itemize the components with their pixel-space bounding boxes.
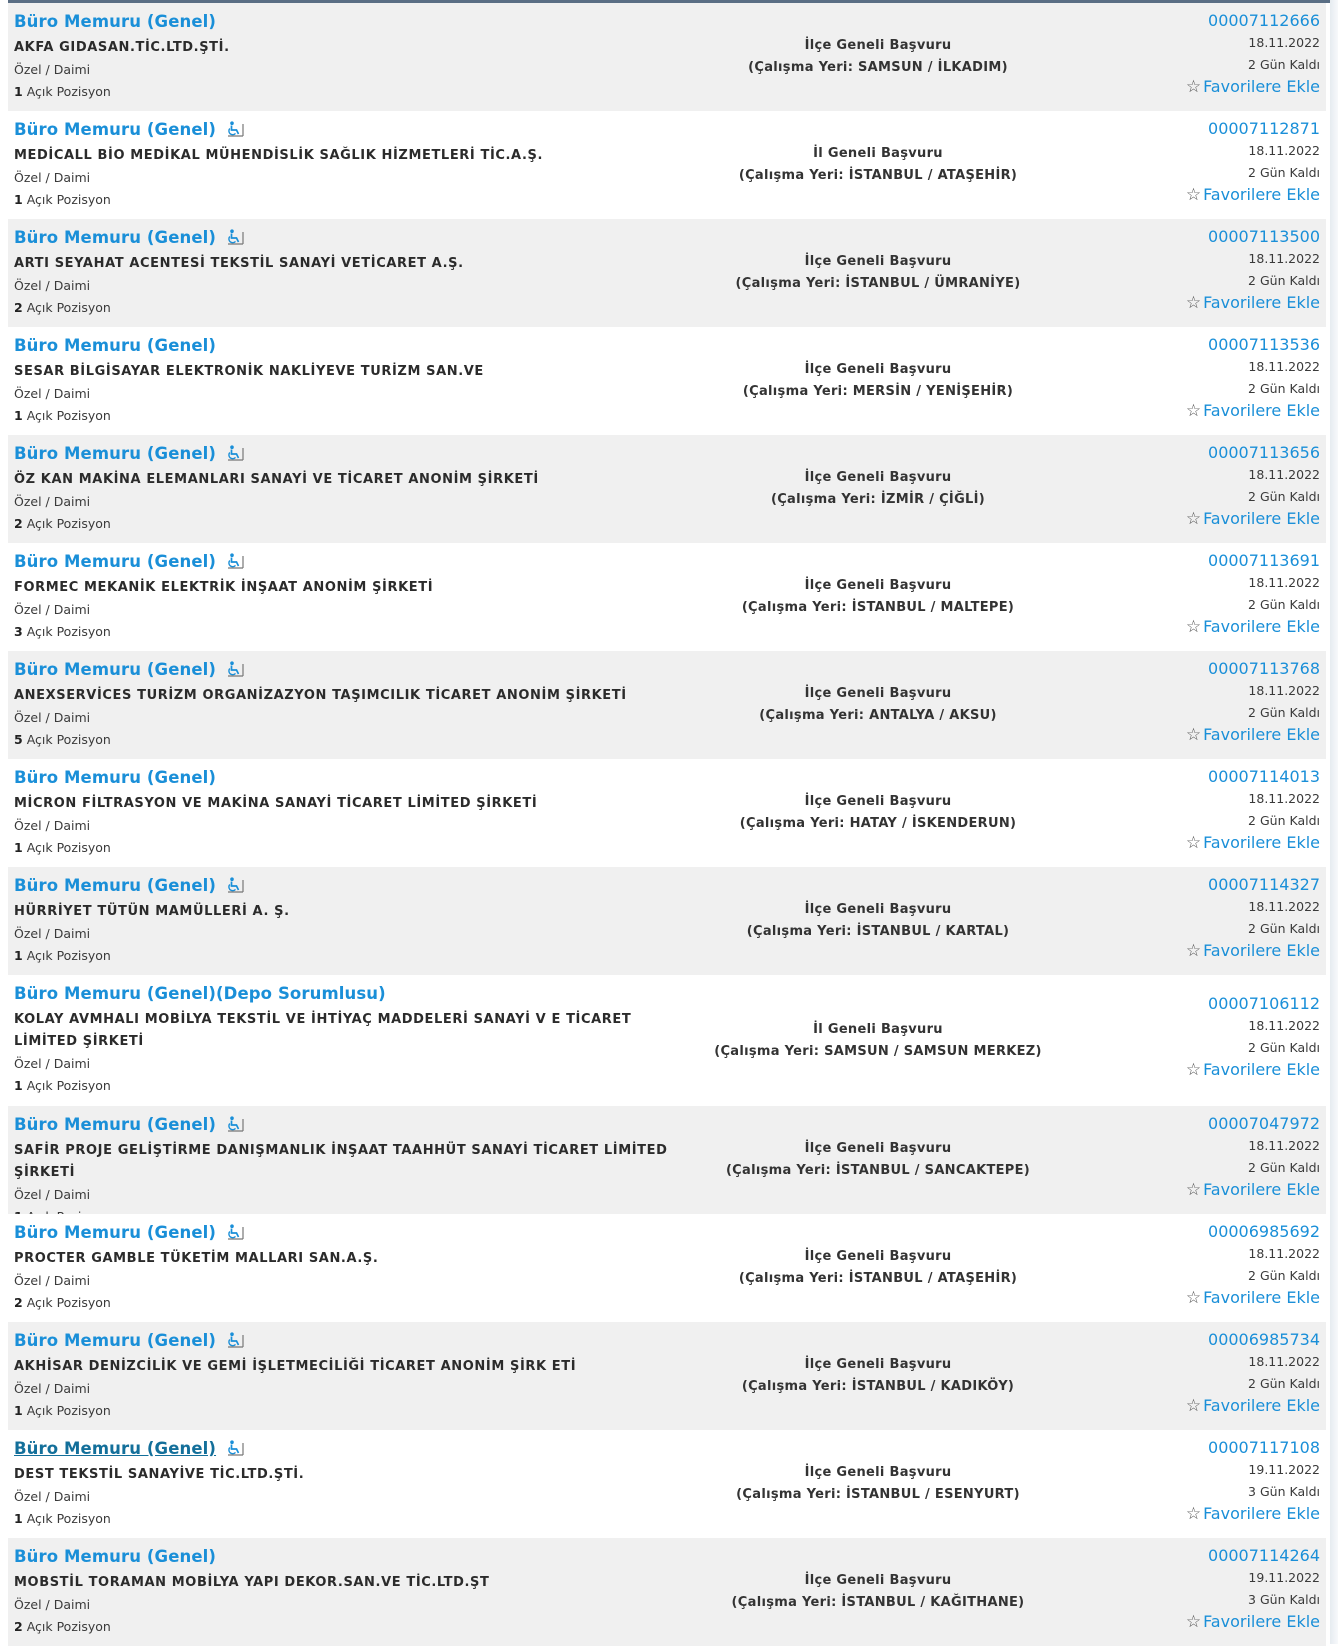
listing-info	[14, 1222, 674, 1314]
star-outline-icon: ☆	[1185, 941, 1202, 961]
days-remaining: 2 Gün Kaldı	[1248, 813, 1320, 828]
add-favorite-label: Favorilere Ekle	[1203, 833, 1320, 852]
job-title-link[interactable]: Büro Memuru (Genel)	[14, 12, 217, 31]
scope-label: İlçe Geneli Başvuru	[804, 1573, 952, 1588]
company-name: AKHİSAR DENİZCİLİK VE GEMİ İŞLETMECİLİĞİ TİCARET ANONİM ŞİRK ETİ	[14, 1359, 577, 1374]
scope-label: İlçe Geneli Başvuru	[804, 362, 952, 377]
listing-number-link[interactable]: 00007114013	[1208, 767, 1320, 786]
work-location: (Çalışma Yeri: SAMSUN / SAMSUN MERKEZ)	[714, 1043, 1042, 1059]
star-outline-icon: ☆	[1185, 509, 1202, 529]
listing-number-link[interactable]: 00007113768	[1208, 659, 1320, 678]
listing-number-link[interactable]: 00007112871	[1208, 119, 1320, 138]
star-outline-icon: ☆	[1185, 1396, 1202, 1416]
application-scope	[668, 899, 1088, 943]
add-favorite-label: Favorilere Ekle	[1203, 941, 1320, 960]
add-favorite-label: Favorilere Ekle	[1203, 1060, 1320, 1079]
application-scope	[668, 35, 1088, 79]
open-positions-label: Açık Pozisyon	[26, 1619, 111, 1634]
deadline-date: 18.11.2022	[1248, 1138, 1320, 1153]
application-scope	[668, 683, 1088, 727]
star-outline-icon: ☆	[1185, 1288, 1202, 1308]
listing-info	[14, 1114, 674, 1228]
application-scope	[668, 1570, 1088, 1614]
company-name: FORMEC MEKANİK ELEKTRİK İNŞAAT ANONİM ŞİRKETİ	[14, 580, 434, 595]
add-favorite-button[interactable]	[1100, 1503, 1320, 1525]
company-name: MOBSTİL TORAMAN MOBİLYA YAPI DEKOR.SAN.VE TİC.LTD.ŞT	[14, 1575, 490, 1590]
open-positions-count: 1	[14, 84, 23, 99]
star-outline-icon: ☆	[1185, 1060, 1202, 1080]
work-location: (Çalışma Yeri: İSTANBUL / KAĞITHANE)	[731, 1595, 1025, 1610]
job-title-link[interactable]: Büro Memuru (Genel)	[14, 1115, 217, 1134]
open-positions-count: 3	[14, 624, 23, 639]
deadline-date: 18.11.2022	[1248, 359, 1320, 374]
add-favorite-label: Favorilere Ekle	[1203, 1612, 1320, 1631]
add-favorite-button[interactable]	[1100, 832, 1320, 854]
days-remaining: 2 Gün Kaldı	[1248, 489, 1320, 504]
job-title-link[interactable]: Büro Memuru (Genel)	[14, 336, 217, 355]
deadline-date: 18.11.2022	[1248, 683, 1320, 698]
employment-type: Özel / Daimi	[14, 1056, 91, 1071]
application-scope	[668, 1138, 1088, 1182]
open-positions	[14, 513, 674, 535]
job-listing-list	[8, 3, 1326, 1646]
open-positions-count: 1	[14, 1078, 23, 1093]
open-positions-label: Açık Pozisyon	[26, 516, 111, 531]
deadline-date: 18.11.2022	[1248, 143, 1320, 158]
open-positions-label: Açık Pozisyon	[26, 1403, 111, 1418]
job-listing-row	[8, 975, 1326, 1106]
company-name: ANEXSERVİCES TURİZM ORGANİZAZYON TAŞIMCILIK TİCARET ANONİM ŞİRKETİ	[14, 688, 627, 703]
work-location: (Çalışma Yeri: İSTANBUL / ATAŞEHİR)	[738, 168, 1018, 183]
listing-number-link[interactable]: 00007113500	[1208, 227, 1320, 246]
listing-number-link[interactable]: 00007114264	[1208, 1546, 1320, 1565]
company-name: AKFA GIDASAN.TİC.LTD.ŞTİ.	[14, 40, 230, 55]
work-location: (Çalışma Yeri: İSTANBUL / MALTEPE)	[741, 600, 1015, 615]
listing-meta	[1100, 1221, 1320, 1309]
scope-label: İlçe Geneli Başvuru	[804, 686, 952, 701]
employment-type: Özel / Daimi	[14, 710, 91, 725]
work-location: (Çalışma Yeri: İSTANBUL / SANCAKTEPE)	[725, 1163, 1031, 1178]
job-title-link[interactable]: Büro Memuru (Genel)	[14, 1331, 217, 1350]
open-positions-count: 1	[14, 192, 23, 207]
days-remaining: 2 Gün Kaldı	[1248, 1268, 1320, 1283]
wheelchair-icon	[226, 445, 244, 461]
wheelchair-icon	[226, 121, 244, 137]
job-listing-row	[8, 1430, 1326, 1538]
job-title-link[interactable]: Büro Memuru (Genel)	[14, 876, 217, 895]
open-positions-count: 1	[14, 948, 23, 963]
listing-info	[14, 443, 674, 535]
deadline-date: 19.11.2022	[1248, 1462, 1320, 1477]
company-name: PROCTER GAMBLE TÜKETİM MALLARI SAN.A.Ş.	[14, 1251, 379, 1266]
deadline-date: 18.11.2022	[1248, 467, 1320, 482]
application-scope	[668, 467, 1088, 511]
application-scope	[668, 1354, 1088, 1398]
days-remaining: 2 Gün Kaldı	[1248, 57, 1320, 72]
add-favorite-button[interactable]	[1100, 616, 1320, 638]
deadline-date: 18.11.2022	[1248, 251, 1320, 266]
page-right-edge	[1330, 0, 1338, 1644]
scope-label: İlçe Geneli Başvuru	[804, 902, 952, 917]
scope-label: İl Geneli Başvuru	[813, 1021, 943, 1037]
application-scope	[668, 359, 1088, 403]
listing-number-link[interactable]: 00007047972	[1208, 1114, 1320, 1133]
open-positions-label: Açık Pozisyon	[26, 948, 111, 963]
job-listing-row	[8, 867, 1326, 975]
add-favorite-label: Favorilere Ekle	[1203, 185, 1320, 204]
listing-info	[14, 1546, 674, 1638]
add-favorite-button[interactable]	[1100, 1059, 1320, 1081]
job-listing-row	[8, 3, 1326, 111]
application-scope	[668, 575, 1088, 619]
listing-number-link[interactable]: 00007113536	[1208, 335, 1320, 354]
listing-meta	[1100, 1329, 1320, 1417]
employment-type: Özel / Daimi	[14, 386, 91, 401]
add-favorite-button[interactable]	[1100, 1395, 1320, 1417]
work-location: (Çalışma Yeri: İSTANBUL / ESENYURT)	[736, 1487, 1020, 1502]
star-outline-icon: ☆	[1185, 617, 1202, 637]
add-favorite-label: Favorilere Ekle	[1203, 293, 1320, 312]
open-positions	[14, 1075, 674, 1097]
job-listing-row	[8, 435, 1326, 543]
deadline-date: 18.11.2022	[1248, 791, 1320, 806]
open-positions-label: Açık Pozisyon	[26, 408, 111, 423]
deadline-date: 18.11.2022	[1248, 1354, 1320, 1369]
star-outline-icon: ☆	[1185, 401, 1202, 421]
wheelchair-icon	[226, 1440, 244, 1456]
scope-label: İlçe Geneli Başvuru	[804, 794, 952, 809]
listing-info	[14, 767, 674, 859]
company-name: HÜRRİYET TÜTÜN MAMÜLLERİ A. Ş.	[14, 904, 290, 919]
days-remaining: 2 Gün Kaldı	[1248, 1040, 1320, 1055]
open-positions	[14, 1508, 674, 1530]
days-remaining: 2 Gün Kaldı	[1248, 273, 1320, 288]
listing-info	[14, 1438, 674, 1530]
listing-meta	[1100, 766, 1320, 854]
job-title-link[interactable]: Büro Memuru (Genel)	[14, 1547, 217, 1566]
days-remaining: 3 Gün Kaldı	[1248, 1592, 1320, 1607]
add-favorite-button[interactable]	[1100, 508, 1320, 530]
listing-number-link[interactable]: 00006985734	[1208, 1330, 1320, 1349]
scope-label: İlçe Geneli Başvuru	[804, 470, 952, 485]
company-name: SESAR BİLGİSAYAR ELEKTRONİK NAKLİYEVE TURİZM SAN.VE	[14, 364, 484, 379]
employment-type: Özel / Daimi	[14, 602, 91, 617]
listing-meta	[1100, 10, 1320, 98]
open-positions-count: 1	[14, 1403, 23, 1418]
scope-label: İlçe Geneli Başvuru	[804, 254, 952, 269]
job-listing-row	[8, 543, 1326, 651]
scope-label: İlçe Geneli Başvuru	[804, 1357, 952, 1372]
deadline-date: 18.11.2022	[1248, 1018, 1320, 1033]
listing-meta	[1100, 118, 1320, 206]
job-listing-row	[8, 1322, 1326, 1430]
listing-info	[14, 875, 674, 967]
open-positions	[14, 1400, 674, 1422]
job-title-link[interactable]: Büro Memuru (Genel)	[14, 1439, 217, 1458]
add-favorite-button[interactable]	[1100, 1287, 1320, 1309]
open-positions	[14, 81, 674, 103]
employment-type: Özel / Daimi	[14, 1187, 91, 1202]
scope-label: İlçe Geneli Başvuru	[804, 1465, 952, 1480]
application-scope	[668, 1019, 1088, 1063]
open-positions-label: Açık Pozisyon	[26, 1511, 111, 1526]
open-positions-count: 5	[14, 732, 23, 747]
company-name: SAFİR PROJE GELİŞTİRME DANIŞMANLIK İNŞAAT TAAHHÜT SANAYİ TİCARET LİMİTED ŞİRKETİ	[14, 1143, 668, 1180]
listing-meta	[1100, 226, 1320, 314]
work-location: (Çalışma Yeri: İSTANBUL / KADIKÖY)	[741, 1379, 1015, 1394]
employment-type: Özel / Daimi	[14, 926, 91, 941]
employment-type: Özel / Daimi	[14, 1381, 91, 1396]
add-favorite-label: Favorilere Ekle	[1203, 617, 1320, 636]
wheelchair-icon	[226, 229, 244, 245]
open-positions-count: 2	[14, 516, 23, 531]
work-location: (Çalışma Yeri: İSTANBUL / KARTAL)	[746, 924, 1010, 939]
add-favorite-label: Favorilere Ekle	[1203, 77, 1320, 96]
job-listing-row	[8, 219, 1326, 327]
open-positions	[14, 405, 674, 427]
star-outline-icon: ☆	[1185, 833, 1202, 853]
listing-info	[14, 983, 674, 1097]
deadline-date: 18.11.2022	[1248, 35, 1320, 50]
listing-info	[14, 227, 674, 319]
job-listing-row	[8, 327, 1326, 435]
days-remaining: 2 Gün Kaldı	[1248, 705, 1320, 720]
job-title-link[interactable]: Büro Memuru (Genel)	[14, 768, 217, 787]
add-favorite-button[interactable]	[1100, 1611, 1320, 1633]
listing-number-link[interactable]: 00007106112	[1208, 994, 1320, 1013]
listing-meta	[1100, 1545, 1320, 1633]
open-positions	[14, 189, 674, 211]
add-favorite-label: Favorilere Ekle	[1203, 725, 1320, 744]
open-positions-count: 1	[14, 840, 23, 855]
open-positions-label: Açık Pozisyon	[26, 192, 111, 207]
open-positions-count: 2	[14, 1619, 23, 1634]
deadline-date: 18.11.2022	[1248, 575, 1320, 590]
job-listing-row	[8, 1214, 1326, 1322]
add-favorite-button[interactable]	[1100, 184, 1320, 206]
employment-type: Özel / Daimi	[14, 278, 91, 293]
star-outline-icon: ☆	[1185, 1612, 1202, 1632]
wheelchair-icon	[226, 661, 244, 677]
star-outline-icon: ☆	[1185, 1180, 1202, 1200]
job-listing-row	[8, 1106, 1326, 1214]
deadline-date: 18.11.2022	[1248, 1246, 1320, 1261]
company-name: DEST TEKSTİL SANAYİVE TİC.LTD.ŞTİ.	[14, 1467, 305, 1482]
open-positions	[14, 837, 674, 859]
listing-meta	[1100, 334, 1320, 422]
work-location: (Çalışma Yeri: MERSİN / YENİŞEHİR)	[742, 384, 1014, 399]
open-positions	[14, 621, 674, 643]
add-favorite-label: Favorilere Ekle	[1203, 509, 1320, 528]
work-location: (Çalışma Yeri: SAMSUN / İLKADIM)	[748, 60, 1008, 75]
open-positions	[14, 1292, 674, 1314]
employment-type: Özel / Daimi	[14, 1597, 91, 1612]
job-title-link[interactable]: Büro Memuru (Genel)	[14, 1223, 217, 1242]
listing-meta	[1100, 874, 1320, 962]
scope-label: İl Geneli Başvuru	[813, 146, 943, 161]
job-title-link[interactable]: Büro Memuru (Genel)	[14, 228, 217, 247]
open-positions-count: 2	[14, 1295, 23, 1310]
star-outline-icon: ☆	[1185, 77, 1202, 97]
add-favorite-button[interactable]	[1100, 292, 1320, 314]
employment-type: Özel / Daimi	[14, 818, 91, 833]
employment-type: Özel / Daimi	[14, 494, 91, 509]
work-location: (Çalışma Yeri: İSTANBUL / ÜMRANİYE)	[735, 276, 1021, 291]
add-favorite-button[interactable]	[1100, 400, 1320, 422]
listing-info	[14, 1330, 674, 1422]
star-outline-icon: ☆	[1185, 293, 1202, 313]
listing-number-link[interactable]: 00007113691	[1208, 551, 1320, 570]
listing-number-link[interactable]: 00006985692	[1208, 1222, 1320, 1241]
job-title-link[interactable]: Büro Memuru (Genel)	[14, 120, 217, 139]
open-positions-label: Açık Pozisyon	[26, 732, 111, 747]
company-name: MEDİCALL BİO MEDİKAL MÜHENDİSLİK SAĞLIK HİZMETLERİ TİC.A.Ş.	[14, 148, 543, 163]
company-name: MİCRON FİLTRASYON VE MAKİNA SANAYİ TİCARET LİMİTED ŞİRKETİ	[14, 796, 538, 811]
application-scope	[668, 143, 1088, 187]
add-favorite-button[interactable]	[1100, 76, 1320, 98]
application-scope	[668, 1462, 1088, 1506]
add-favorite-button[interactable]	[1100, 724, 1320, 746]
work-location: (Çalışma Yeri: HATAY / İSKENDERUN)	[739, 816, 1017, 831]
employment-type: Özel / Daimi	[14, 1273, 91, 1288]
open-positions	[14, 729, 674, 751]
open-positions-label: Açık Pozisyon	[26, 840, 111, 855]
open-positions-label: Açık Pozisyon	[26, 300, 111, 315]
listing-info	[14, 551, 674, 643]
company-name: ARTI SEYAHAT ACENTESİ TEKSTİL SANAYİ VETİCARET A.Ş.	[14, 256, 464, 271]
listing-number-link[interactable]: 00007117108	[1208, 1438, 1320, 1457]
open-positions-count: 2	[14, 300, 23, 315]
add-favorite-button[interactable]	[1100, 1179, 1320, 1201]
scope-label: İlçe Geneli Başvuru	[804, 38, 952, 53]
wheelchair-icon	[226, 877, 244, 893]
listing-meta	[1100, 1437, 1320, 1525]
add-favorite-label: Favorilere Ekle	[1203, 1396, 1320, 1415]
wheelchair-icon	[226, 1332, 244, 1348]
star-outline-icon: ☆	[1185, 1504, 1202, 1524]
open-positions	[14, 297, 674, 319]
open-positions-count: 1	[14, 408, 23, 423]
listing-info	[14, 11, 674, 103]
open-positions	[14, 945, 674, 967]
listing-meta	[1100, 658, 1320, 746]
deadline-date: 19.11.2022	[1248, 1570, 1320, 1585]
job-listing-row	[8, 1538, 1326, 1646]
open-positions-label: Açık Pozisyon	[26, 1295, 111, 1310]
employment-type: Özel / Daimi	[14, 1489, 91, 1504]
wheelchair-icon	[226, 1116, 244, 1132]
work-location: (Çalışma Yeri: İSTANBUL / ATAŞEHİR)	[738, 1271, 1018, 1286]
wheelchair-icon	[226, 1224, 244, 1240]
days-remaining: 3 Gün Kaldı	[1248, 1484, 1320, 1499]
star-outline-icon: ☆	[1185, 185, 1202, 205]
job-title-link[interactable]: Büro Memuru (Genel)	[14, 444, 217, 463]
listing-meta	[1100, 1113, 1320, 1201]
open-positions-label: Açık Pozisyon	[26, 84, 111, 99]
star-outline-icon: ☆	[1185, 725, 1202, 745]
company-name: KOLAY AVMHALI MOBİLYA TEKSTİL VE İHTİYAÇ MADDELERİ SANAYİ V E TİCARET LİMİTED ŞİRKETİ	[14, 1012, 632, 1049]
deadline-date: 18.11.2022	[1248, 899, 1320, 914]
wheelchair-icon	[226, 553, 244, 569]
open-positions	[14, 1616, 674, 1638]
company-name: ÖZ KAN MAKİNA ELEMANLARI SANAYİ VE TİCARET ANONİM ŞİRKETİ	[14, 472, 539, 487]
listing-info	[14, 659, 674, 751]
listing-number-link[interactable]: 00007113656	[1208, 443, 1320, 462]
days-remaining: 2 Gün Kaldı	[1248, 921, 1320, 936]
application-scope	[668, 791, 1088, 835]
work-location: (Çalışma Yeri: ANTALYA / AKSU)	[759, 708, 997, 723]
days-remaining: 2 Gün Kaldı	[1248, 597, 1320, 612]
listing-number-link[interactable]: 00007114327	[1208, 875, 1320, 894]
days-remaining: 2 Gün Kaldı	[1248, 1160, 1320, 1175]
listing-meta	[1100, 550, 1320, 638]
listing-meta	[1100, 993, 1320, 1081]
employment-type: Özel / Daimi	[14, 62, 91, 77]
add-favorite-label: Favorilere Ekle	[1203, 401, 1320, 420]
application-scope	[668, 251, 1088, 295]
days-remaining: 2 Gün Kaldı	[1248, 381, 1320, 396]
listing-meta	[1100, 442, 1320, 530]
application-scope	[668, 1246, 1088, 1290]
job-listing-row	[8, 651, 1326, 759]
job-listing-row	[8, 759, 1326, 867]
scope-label: İlçe Geneli Başvuru	[804, 1141, 952, 1156]
days-remaining: 2 Gün Kaldı	[1248, 1376, 1320, 1391]
job-title-link[interactable]: Büro Memuru (Genel)	[14, 552, 217, 571]
job-title-link[interactable]: Büro Memuru (Genel)	[14, 660, 217, 679]
add-favorite-button[interactable]	[1100, 940, 1320, 962]
scope-label: İlçe Geneli Başvuru	[804, 1249, 952, 1264]
add-favorite-label: Favorilere Ekle	[1203, 1288, 1320, 1307]
job-title-link[interactable]: Büro Memuru (Genel)(Depo Sorumlusu)	[14, 984, 386, 1003]
listing-info	[14, 335, 674, 427]
open-positions-count: 1	[14, 1511, 23, 1526]
days-remaining: 2 Gün Kaldı	[1248, 165, 1320, 180]
open-positions-label: Açık Pozisyon	[26, 1078, 111, 1093]
scope-label: İlçe Geneli Başvuru	[804, 578, 952, 593]
listing-info	[14, 119, 674, 211]
job-listing-row	[8, 111, 1326, 219]
listing-number-link[interactable]: 00007112666	[1208, 11, 1320, 30]
open-positions-label: Açık Pozisyon	[26, 624, 111, 639]
add-favorite-label: Favorilere Ekle	[1203, 1180, 1320, 1199]
employment-type: Özel / Daimi	[14, 170, 91, 185]
work-location: (Çalışma Yeri: İZMİR / ÇİĞLİ)	[770, 492, 986, 507]
add-favorite-label: Favorilere Ekle	[1203, 1504, 1320, 1523]
